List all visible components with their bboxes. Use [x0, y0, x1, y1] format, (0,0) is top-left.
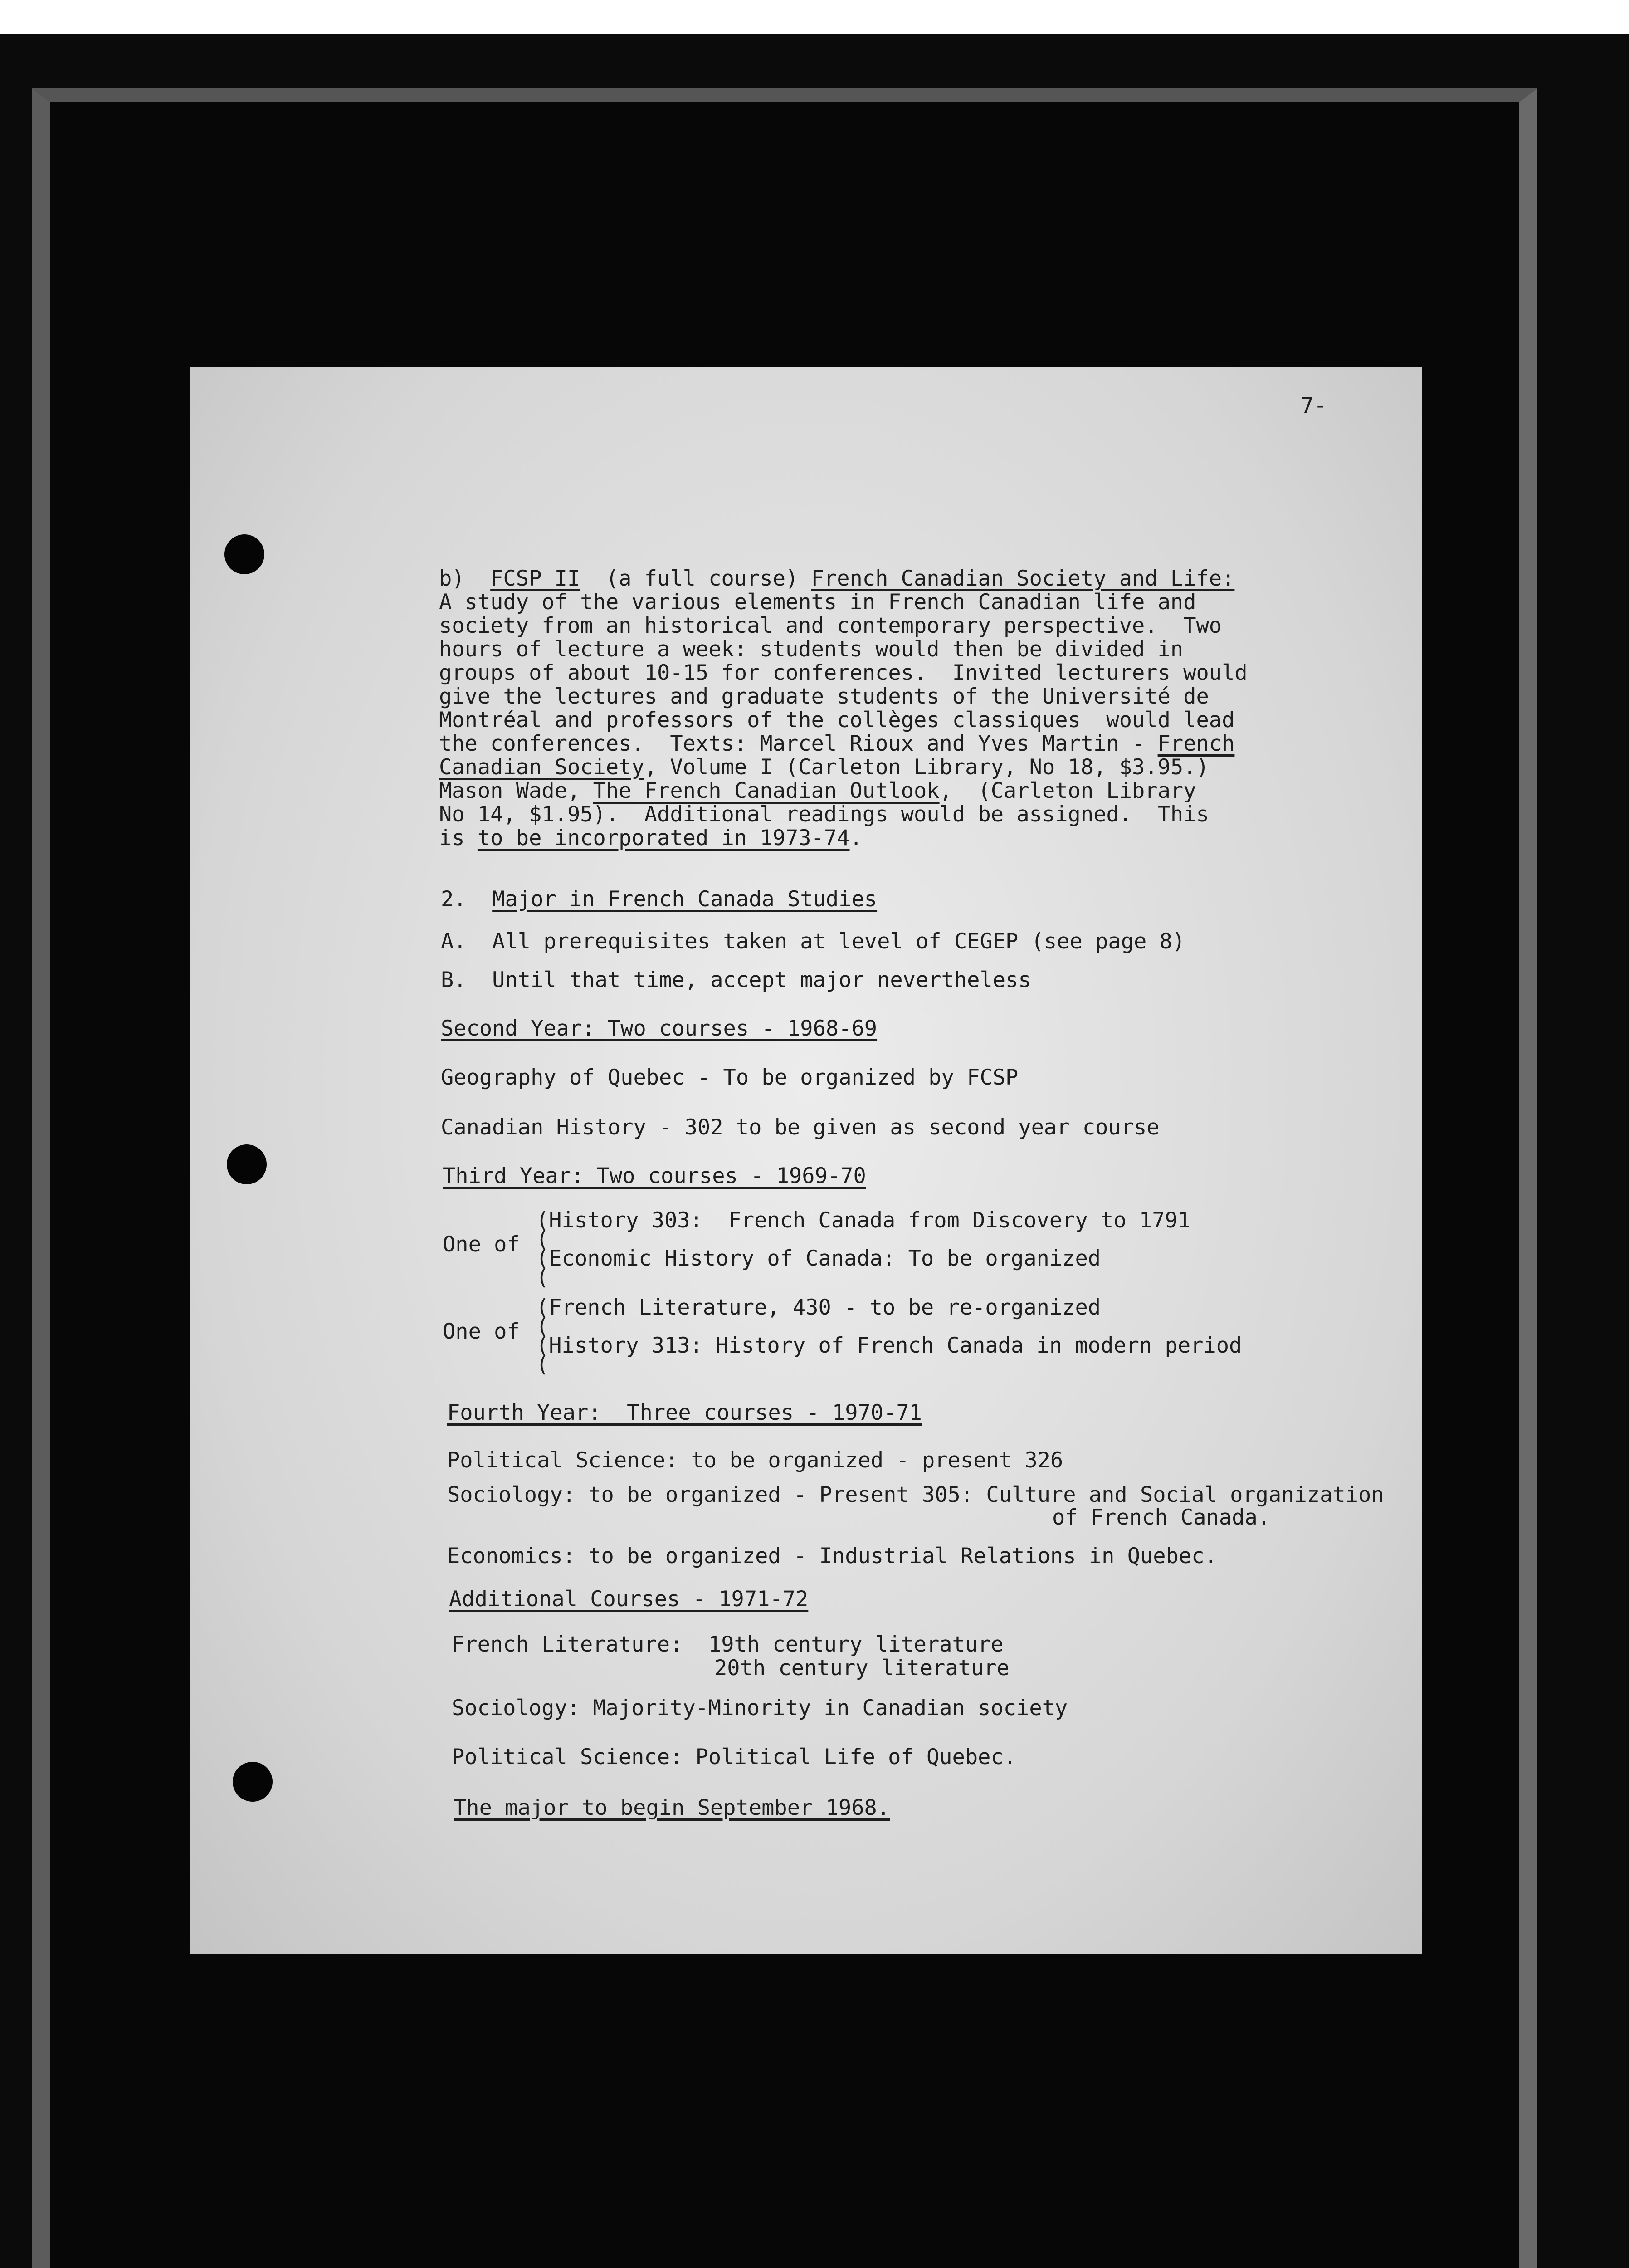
book-title: The French Canadian Outlook	[593, 778, 940, 803]
text-fragment: .	[849, 826, 863, 850]
section-b-heading	[439, 566, 1234, 591]
section-b-line	[439, 731, 1234, 757]
choice-option: (History 313: History of French Canada in modern period	[536, 1333, 1242, 1358]
texts-intro: the conferences. Texts: Marcel Rioux and Yves Martin -	[439, 731, 1158, 756]
additional-courses-heading: Additional Courses - 1971-72	[449, 1587, 809, 1612]
course-entry: Political Science: Political Life of Quebec.	[452, 1745, 1017, 1769]
choice-group-2	[536, 1295, 1242, 1377]
punch-hole-bottom	[233, 1762, 273, 1802]
closing-note: The major to begin September 1968.	[454, 1795, 890, 1820]
section-b-line: Montréal and professors of the collèges classiques would lead	[439, 708, 1235, 733]
course-entry: Geography of Quebec - To be organized by FCSP	[441, 1065, 1019, 1090]
punch-hole-top	[224, 534, 264, 574]
choice-label: One of	[443, 1319, 520, 1344]
bracket: (	[536, 1265, 549, 1290]
choice-option: (Economic History of Canada: To be organized	[536, 1246, 1101, 1271]
section-b-line: No 14, $1.95). Additional readings would be assigned. This	[439, 802, 1209, 827]
book-details: , Volume I (Carleton Library, No 18, $3.95.)	[644, 755, 1209, 780]
section-b-line	[439, 826, 863, 851]
course-entry: Sociology: Majority-Minority in Canadian society	[452, 1696, 1068, 1721]
third-year-heading: Third Year: Two courses - 1969-70	[443, 1163, 866, 1188]
page-number: 7-	[1301, 393, 1327, 418]
course-entry-continued: of French Canada.	[1052, 1505, 1271, 1530]
course-entry: Economics: to be organized - Industrial Relations in Quebec.	[447, 1544, 1217, 1569]
book-title-part: French	[1157, 731, 1235, 756]
course-entry-continued: 20th century literature	[714, 1656, 1010, 1681]
section-b-line: groups of about 10-15 for conferences. Invited lecturers would	[439, 660, 1248, 685]
prerequisite-item: A. All prerequisites taken at level of CEGEP (see page 8)	[441, 929, 1185, 954]
section-b-line	[439, 778, 1196, 804]
choice-label: One of	[443, 1232, 520, 1257]
section-b-line: hours of lecture a week: students would then be divided in	[439, 637, 1184, 662]
second-year-heading: Second Year: Two courses - 1968-69	[441, 1016, 878, 1041]
section-b-line: A study of the various elements in French Canadian life and	[439, 590, 1196, 615]
section-title: Major in French Canada Studies	[492, 887, 878, 912]
book-details: , (Carleton Library	[939, 778, 1196, 803]
book-title-part: Canadian Society	[439, 755, 644, 780]
section-b-line	[439, 755, 1209, 780]
punch-hole-middle	[227, 1144, 267, 1184]
bracket: (	[536, 1352, 549, 1377]
course-entry: Political Science: to be organized - present 326	[447, 1448, 1063, 1473]
choice-option: (History 303: French Canada from Discovery to 1791	[536, 1208, 1191, 1233]
author: Mason Wade,	[439, 778, 593, 803]
course-entry: Canadian History - 302 to be given as second year course	[441, 1115, 1160, 1140]
section-b-line: give the lectures and graduate students of the Université de	[439, 684, 1209, 709]
section-2-heading	[441, 887, 877, 912]
text-fragment: is	[439, 826, 478, 850]
course-entry: Sociology: to be organized - Present 305: Culture and Social organization	[447, 1482, 1384, 1507]
section-number: 2.	[441, 887, 467, 912]
bracket: (	[536, 1314, 549, 1339]
course-type: (a full course)	[605, 566, 799, 591]
section-b-label: b)	[439, 566, 465, 591]
document-page	[190, 367, 1422, 1954]
choice-group-1	[536, 1208, 1191, 1290]
course-code: FCSP II	[490, 566, 580, 591]
course-title: French Canadian Society and Life:	[811, 566, 1235, 591]
choice-option: (French Literature, 430 - to be re-organized	[536, 1295, 1101, 1320]
section-b-line: society from an historical and contemporary perspective. Two	[439, 613, 1222, 638]
course-entry: French Literature: 19th century literature	[452, 1632, 1004, 1657]
prerequisite-item: B. Until that time, accept major nevertheless	[441, 968, 1031, 992]
incorporation-note: to be incorporated in 1973-74	[477, 826, 850, 850]
fourth-year-heading: Fourth Year: Three courses - 1970-71	[447, 1400, 922, 1425]
bracket: (	[536, 1227, 549, 1252]
